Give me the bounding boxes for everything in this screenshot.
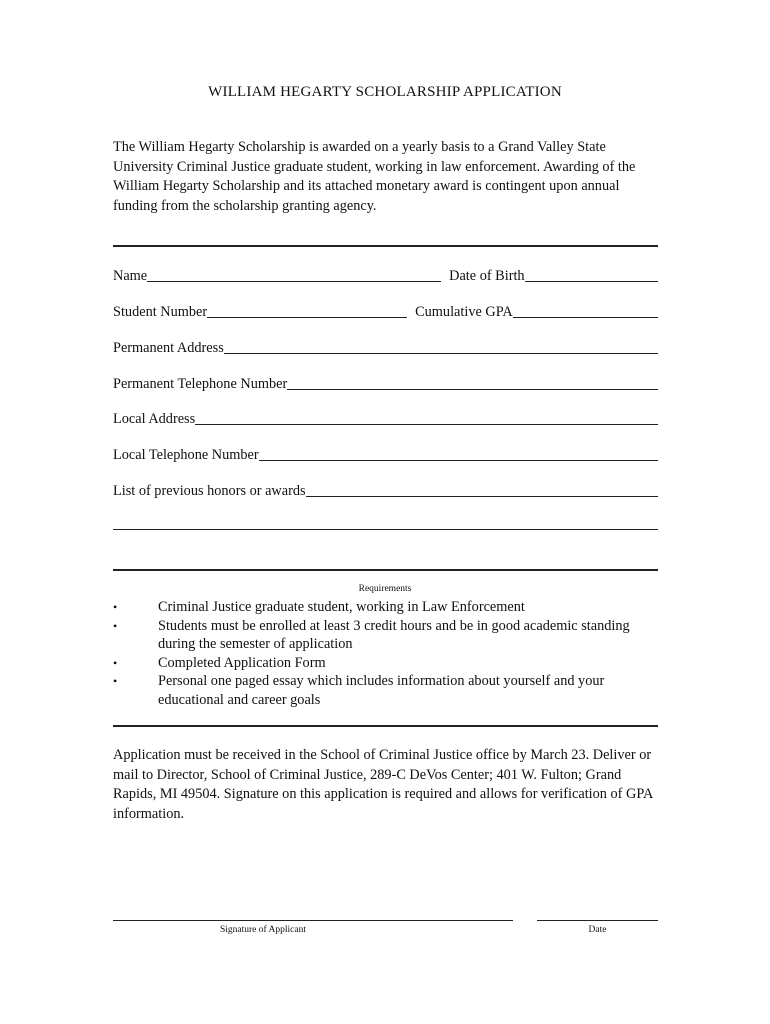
permanent-address-input-line[interactable] [224,352,658,354]
honors-input-line[interactable] [306,495,658,497]
bullet-icon: • [113,618,118,633]
requirements-heading: Requirements [358,584,412,594]
student-gpa-row [113,301,658,321]
honors-extra-line[interactable] [113,529,658,530]
permanent-address-label: Permanent Address [113,340,224,356]
list-item: • Students must be enrolled at least 3 credit hours and be in good academic standing during the semester of application [113,617,630,652]
requirements-list [113,598,658,709]
honors-row [113,480,658,500]
list-item: • Completed Application Form [113,654,326,671]
gpa-input-line[interactable] [513,316,658,318]
date-line[interactable] [537,920,658,921]
bullet-icon: • [113,655,118,670]
signature-line[interactable] [113,920,513,921]
list-item: • Personal one paged essay which includes information about yourself and your educational and career goals [113,673,605,708]
honors-label: List of previous honors or awards [113,483,306,499]
local-telephone-row [113,444,658,464]
permanent-telephone-input-line[interactable] [287,388,658,390]
name-input-line[interactable] [147,280,441,282]
name-label: Name [113,268,148,284]
name-dob-row [113,265,658,285]
signature-caption: Signature of Applicant [219,925,306,935]
local-address-label: Local Address [113,411,196,427]
local-address-input-line[interactable] [195,423,658,425]
bullet-icon: • [113,600,118,614]
student-number-input-line[interactable] [207,316,407,318]
section-divider-middle [113,569,658,571]
dob-input-line[interactable] [525,280,658,282]
submission-instructions: Application must be received in the School of Criminal Justice office by March 23. Deliver or mail to Director, School of Criminal Justice, 289-C DeVos Center; 401 W. Fulton; Grand Rapids, MI 49504. Signature on this application is required and allows for verification of GPA information. [113,747,653,822]
local-address-row [113,408,658,428]
bullet-icon: • [113,674,118,688]
date-caption: Date [588,925,607,935]
intro-paragraph: The William Hegarty Scholarship is awarded on a yearly basis to a Grand Valley State University Criminal Justice graduate student, working in law enforcement. Awarding of the William Hegarty Scholarship and its attached monetary award is contingent upon annual funding from the scholarship granting agency. [113,139,636,214]
student-number-label: Student Number [113,304,208,320]
permanent-telephone-row [113,373,658,393]
gpa-label: Cumulative GPA [415,304,513,320]
dob-label: Date of Birth [449,268,525,284]
list-item: • Criminal Justice graduate student, working in Law Enforcement [113,599,525,615]
local-telephone-input-line[interactable] [259,459,658,461]
section-divider-top [113,245,658,247]
local-telephone-label: Local Telephone Number [113,447,259,463]
permanent-telephone-label: Permanent Telephone Number [113,376,288,392]
document-title: WILLIAM HEGARTY SCHOLARSHIP APPLICATION [208,84,562,100]
permanent-address-row [113,337,658,357]
section-divider-bottom [113,725,658,727]
